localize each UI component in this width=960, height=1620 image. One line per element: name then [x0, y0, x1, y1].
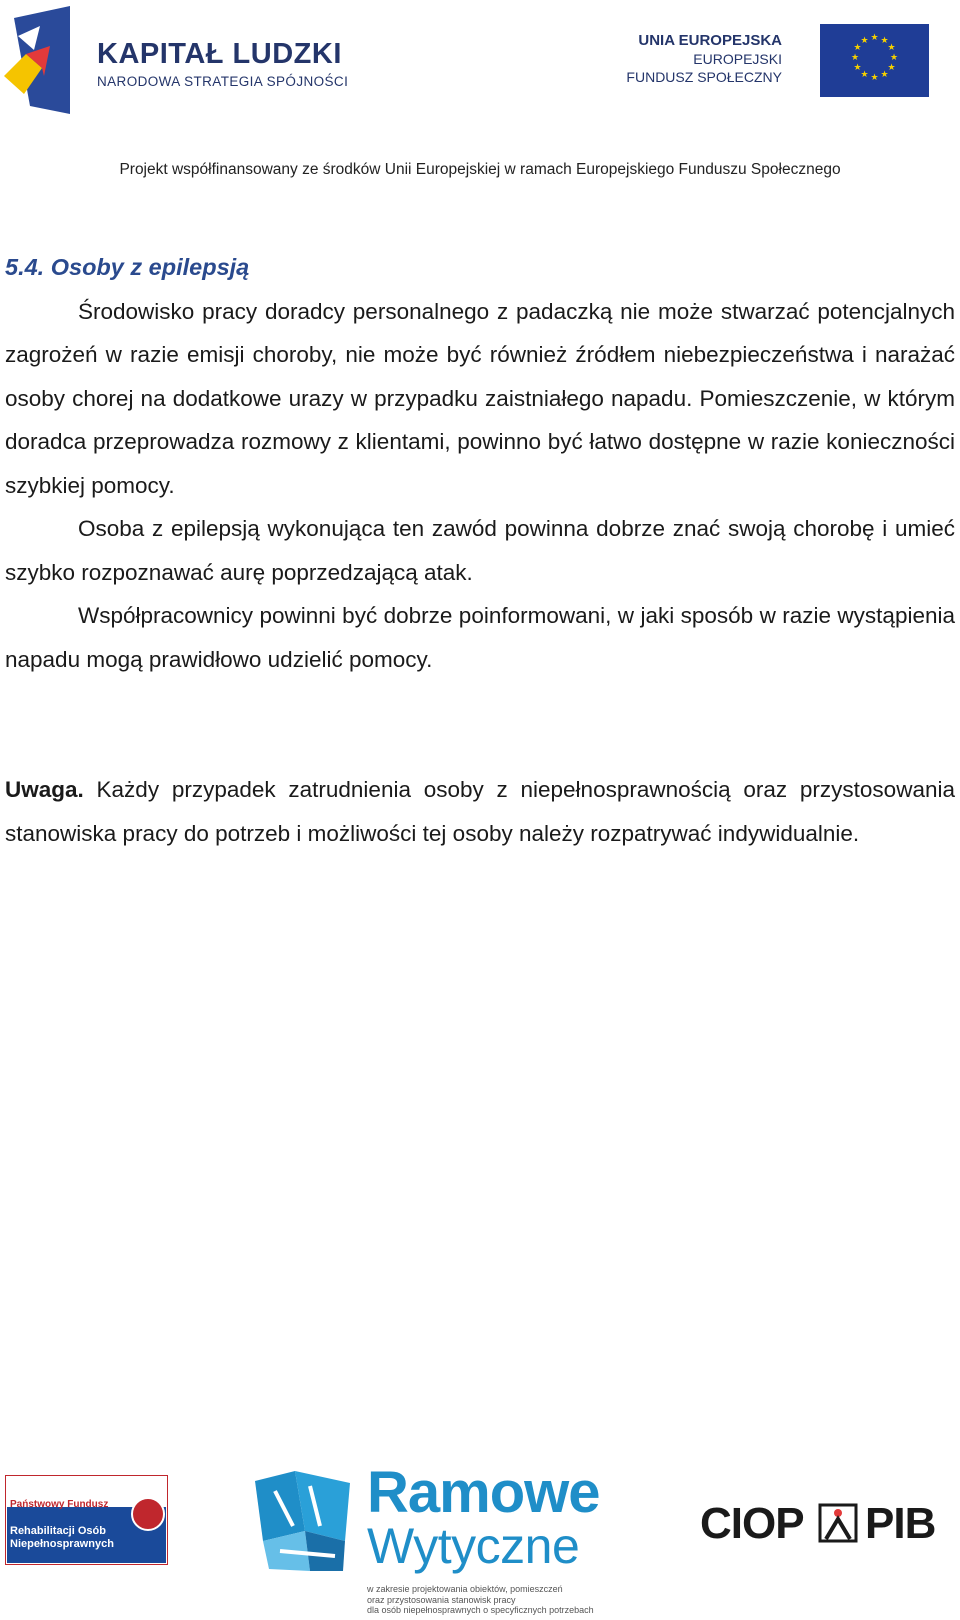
svg-text:★: ★ [860, 36, 869, 46]
cofinancing-note: Projekt współfinansowany ze środków Unii Europejskiej w ramach Europejskiego Funduszu Społecznego [119, 161, 841, 178]
ciop-pib-logo [700, 1499, 955, 1549]
svg-text:★: ★ [889, 53, 899, 63]
rw-sub-line-3: dla osób niepełnosprawnych o specyficznych potrzebach [367, 1605, 594, 1615]
ramowe-wytyczne-logo [255, 1460, 615, 1620]
rw-sub-line-1: w zakresie projektowania obiektów, pomieszczeń [367, 1584, 563, 1594]
svg-text:★: ★ [860, 70, 869, 80]
pfron-name [10, 1509, 114, 1551]
page-footer [0, 1460, 960, 1620]
section-heading: 5.4. Osoby z epilepsją [5, 254, 250, 280]
svg-text:★: ★ [870, 73, 879, 83]
svg-text:★: ★ [887, 43, 896, 53]
pfron-top-text: Państwowy Fundusz [10, 1499, 109, 1510]
eu-line-1: UNIA EUROPEJSKA [638, 32, 782, 49]
svg-text:★: ★ [880, 36, 889, 46]
rw-title-1: Ramowe [367, 1460, 600, 1525]
pfron-logo [5, 1475, 168, 1565]
pfron-circle-icon [131, 1497, 165, 1531]
svg-text:★: ★ [853, 43, 862, 53]
svg-text:★: ★ [853, 63, 862, 73]
eu-label [626, 32, 782, 86]
eu-flag-icon [820, 24, 929, 97]
page-header [0, 0, 960, 190]
rw-sub-line-2: oraz przystosowania stanowisk pracy [367, 1594, 516, 1605]
paragraph-2: Osoba z epilepsją wykonująca ten zawód powinna dobrze znać swoją chorobę i umieć szybko rozpoznawać aurę poprzedzającą atak. [5, 516, 955, 585]
pib-text: PIB [865, 1499, 936, 1548]
kapital-ludzki-title: KAPITAŁ LUDZKI [97, 38, 342, 70]
rw-subtitle [367, 1584, 594, 1616]
paragraph-3: Współpracownicy powinni być dobrze poinformowani, w jaki sposób w razie wystąpienia napadu mogą prawidłowo udzielić pomocy. [5, 603, 955, 672]
ciop-text: CIOP [700, 1499, 804, 1548]
svg-text:★: ★ [880, 70, 889, 80]
pfron-line-2: Niepełnosprawnych [10, 1538, 114, 1550]
svg-text:★: ★ [887, 63, 896, 73]
eu-line-3: FUNDUSZ SPOŁECZNY [626, 69, 782, 85]
note-text: Każdy przypadek zatrudnienia osoby z niepełnosprawnością oraz przystosowania stanowiska pracy do potrzeb i możliwości tej osoby należy rozpatrywać indywidualnie. [5, 777, 955, 846]
svg-text:★: ★ [850, 53, 860, 63]
note-paragraph [5, 768, 955, 855]
note-label: Uwaga. [5, 777, 84, 802]
svg-text:★: ★ [870, 33, 879, 43]
pfron-line-1: Rehabilitacji Osób [10, 1525, 106, 1537]
eu-line-2: EUROPEJSKI [693, 51, 782, 67]
kapital-ludzki-logo [4, 6, 70, 114]
rw-title-2: Wytyczne [367, 1518, 580, 1574]
wheelchair-grid-icon [255, 1471, 355, 1571]
kapital-ludzki-subtitle: NARODOWA STRATEGIA SPÓJNOŚCI [97, 74, 349, 89]
paragraph-1: Środowisko pracy doradcy personalnego z padaczką nie może stwarzać potencjalnych zagrożeń w razie emisji choroby, nie może być również źródłem niebezpieczeństwa i narażać osoby chorej na dodatkowe urazy w przypadku zaistniałego napadu. Pomieszczenie, w którym doradca przeprowadza rozmowy z klientami, powinno być łatwo dostępne w razie konieczności szybkiej pomocy. [5, 298, 955, 498]
ciop-person-icon [818, 1503, 858, 1543]
spacer [5, 681, 955, 768]
document-body [5, 246, 955, 855]
